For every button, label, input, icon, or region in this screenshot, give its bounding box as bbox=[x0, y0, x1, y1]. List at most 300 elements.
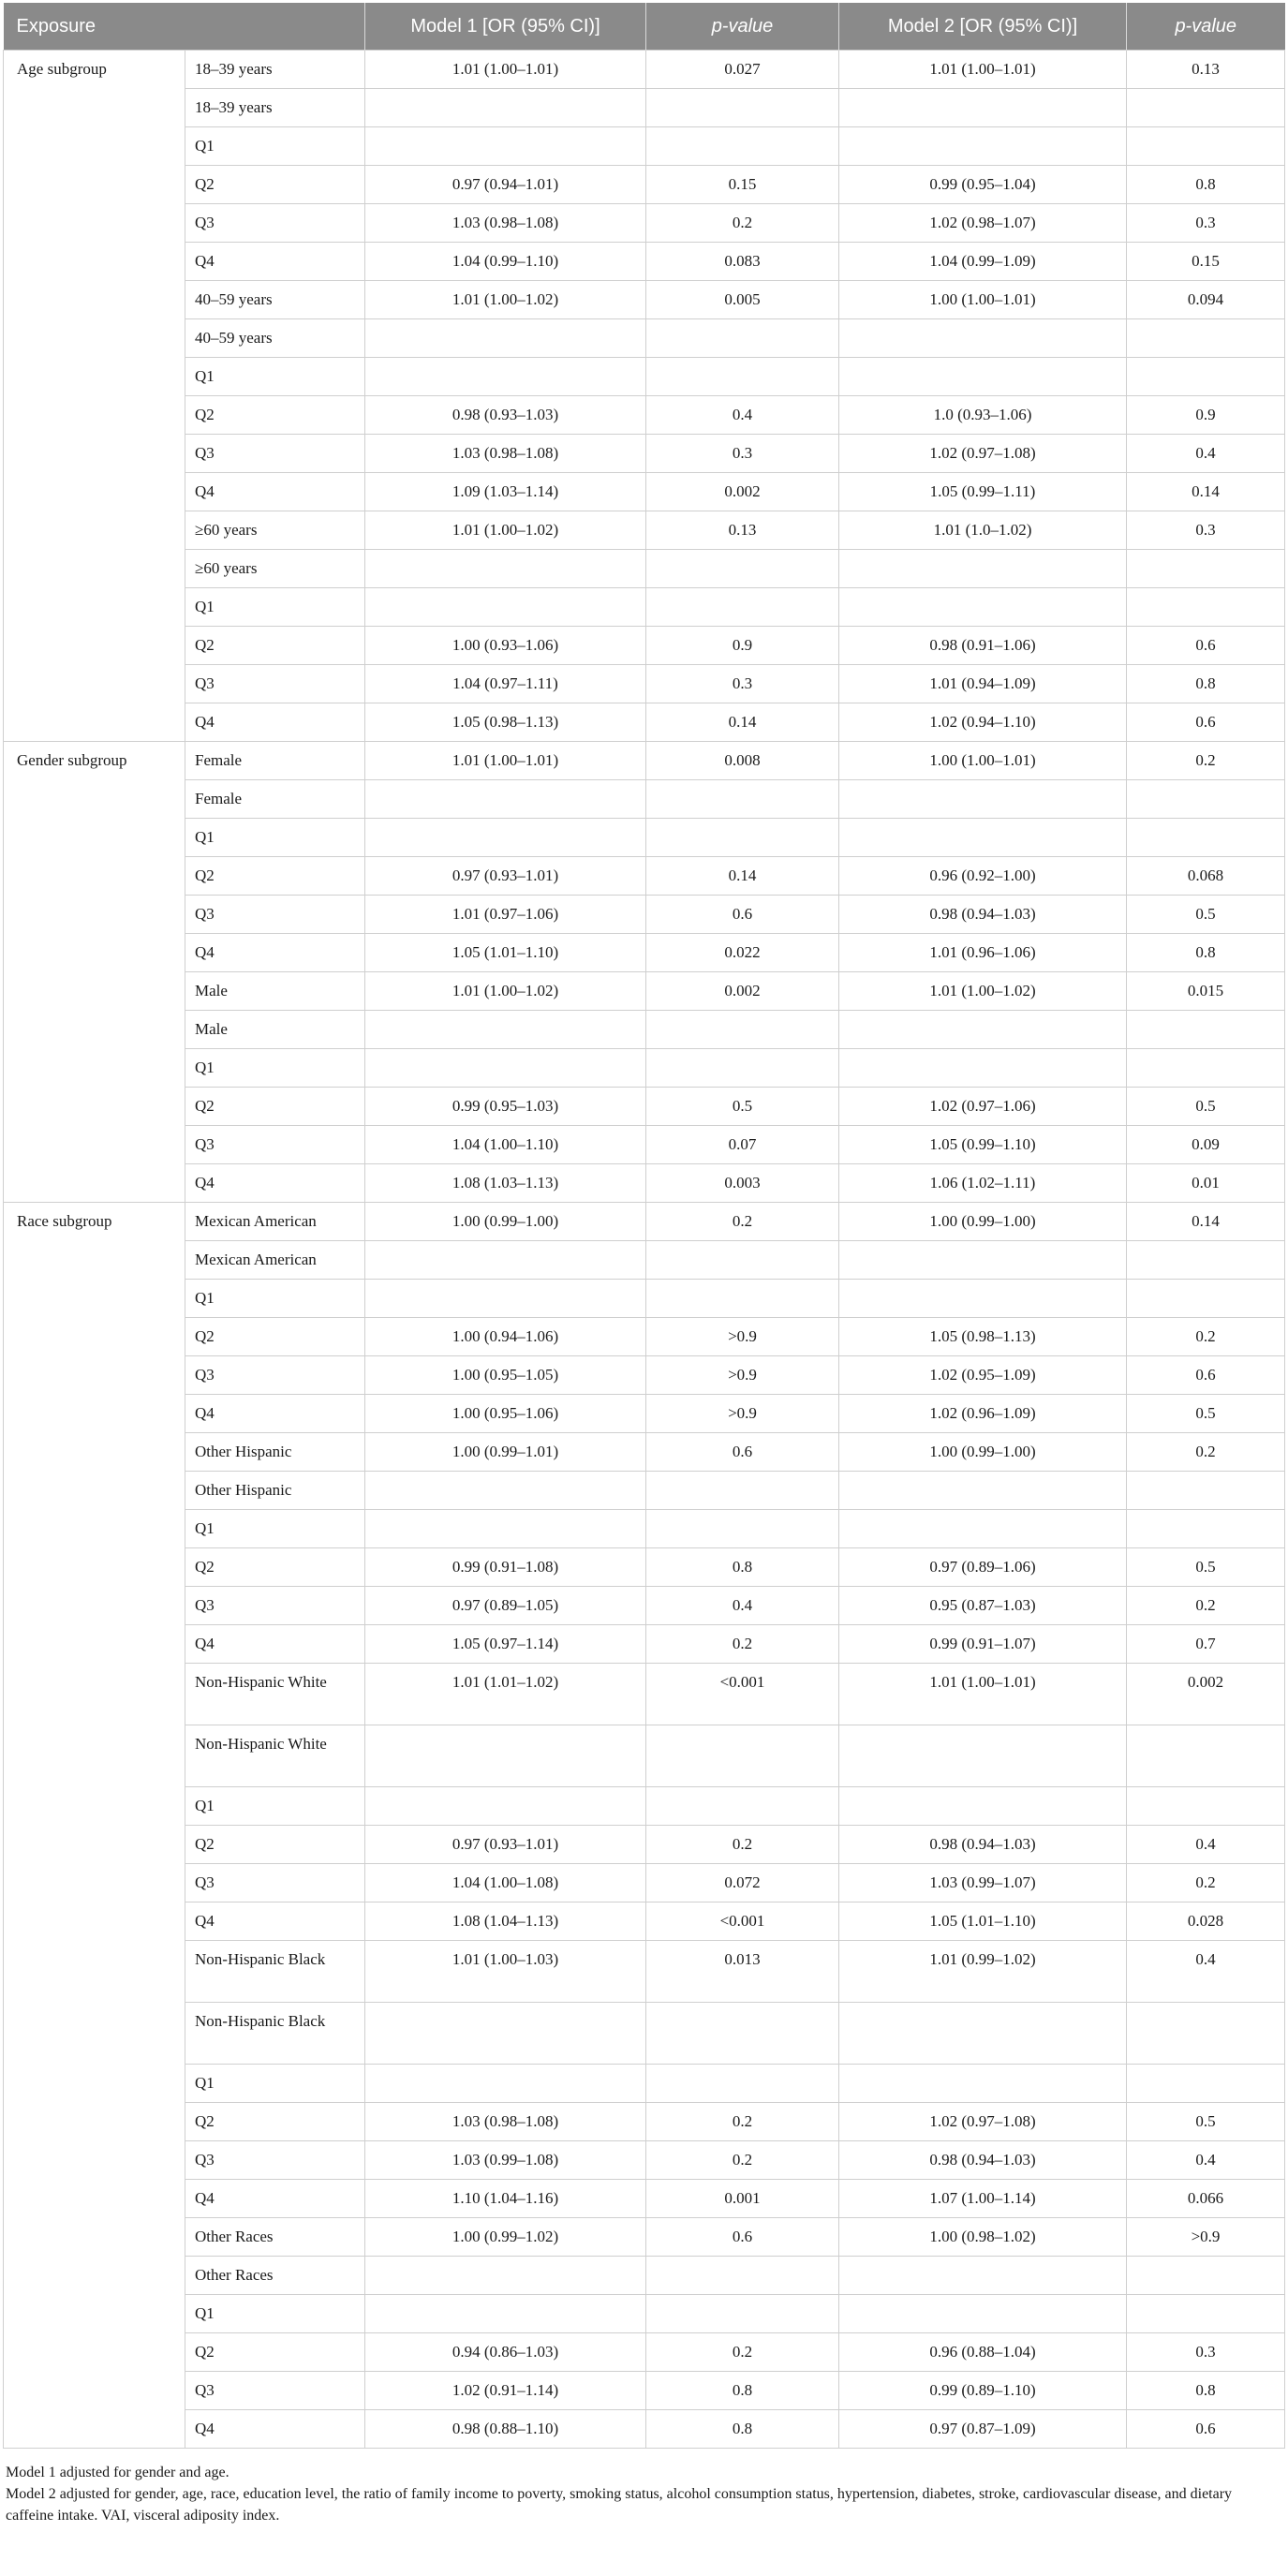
table-row bbox=[4, 1725, 1285, 1787]
footnote-model2: Model 2 adjusted for gender, age, race, education level, the ratio of family income to poverty, smoking status, alcohol consumption status, hypertension, diabetes, stroke, cardiovascular disease, and dietary caffeine intake. VAI, visceral adiposity index. bbox=[6, 2486, 1233, 2524]
model2-or-cell: 1.00 (1.00–1.01) bbox=[839, 281, 1127, 319]
model2-or-cell: 1.01 (0.99–1.02) bbox=[839, 1941, 1127, 2003]
model1-or-cell bbox=[365, 319, 646, 358]
model2-pvalue-cell: 0.6 bbox=[1127, 1356, 1285, 1395]
model1-or-cell bbox=[365, 358, 646, 396]
subgroup-results-table bbox=[3, 3, 1285, 2449]
model2-or-cell: 1.01 (0.96–1.06) bbox=[839, 934, 1127, 972]
header-pvalue-2-text: p-value bbox=[1175, 15, 1237, 37]
model1-pvalue-cell: 0.2 bbox=[646, 204, 839, 243]
model1-pvalue-cell bbox=[646, 550, 839, 588]
model2-or-cell: 0.96 (0.88–1.04) bbox=[839, 2333, 1127, 2372]
model1-or-cell bbox=[365, 1787, 646, 1826]
exposure-cell: Q4 bbox=[185, 1902, 365, 1941]
model2-or-cell: 1.02 (0.97–1.08) bbox=[839, 2103, 1127, 2141]
model2-pvalue-cell: 0.5 bbox=[1127, 896, 1285, 934]
model2-or-cell bbox=[839, 2257, 1127, 2295]
model2-or-cell: 1.01 (1.00–1.01) bbox=[839, 51, 1127, 89]
model2-or-cell: 0.99 (0.91–1.07) bbox=[839, 1625, 1127, 1664]
model1-pvalue-cell bbox=[646, 1472, 839, 1510]
model1-or-cell: 1.01 (1.00–1.02) bbox=[365, 972, 646, 1011]
exposure-cell: Q3 bbox=[185, 204, 365, 243]
model2-pvalue-cell bbox=[1127, 2257, 1285, 2295]
model2-or-cell: 1.00 (0.99–1.00) bbox=[839, 1433, 1127, 1472]
model2-or-cell bbox=[839, 2003, 1127, 2065]
model2-or-cell: 0.95 (0.87–1.03) bbox=[839, 1587, 1127, 1625]
exposure-cell: Female bbox=[185, 742, 365, 780]
model1-or-cell: 1.01 (0.97–1.06) bbox=[365, 896, 646, 934]
exposure-cell: Q4 bbox=[185, 934, 365, 972]
model1-or-cell: 1.03 (0.98–1.08) bbox=[365, 435, 646, 473]
model2-pvalue-cell bbox=[1127, 2295, 1285, 2333]
model1-pvalue-cell bbox=[646, 1241, 839, 1280]
model2-pvalue-cell: 0.09 bbox=[1127, 1126, 1285, 1164]
model2-pvalue-cell bbox=[1127, 1280, 1285, 1318]
model2-or-cell: 1.05 (1.01–1.10) bbox=[839, 1902, 1127, 1941]
table-row bbox=[4, 511, 1285, 550]
table-row bbox=[4, 1164, 1285, 1203]
model1-pvalue-cell: <0.001 bbox=[646, 1664, 839, 1725]
model2-or-cell: 0.98 (0.94–1.03) bbox=[839, 2141, 1127, 2180]
model1-or-cell bbox=[365, 1049, 646, 1088]
model2-or-cell bbox=[839, 1725, 1127, 1787]
model1-or-cell: 1.00 (0.94–1.06) bbox=[365, 1318, 646, 1356]
table-row bbox=[4, 1941, 1285, 2003]
model1-pvalue-cell: 0.6 bbox=[646, 1433, 839, 1472]
model2-or-cell: 1.05 (0.98–1.13) bbox=[839, 1318, 1127, 1356]
model2-pvalue-cell bbox=[1127, 588, 1285, 627]
exposure-cell: Q3 bbox=[185, 896, 365, 934]
model2-or-cell: 1.01 (1.0–1.02) bbox=[839, 511, 1127, 550]
model1-pvalue-cell bbox=[646, 1510, 839, 1548]
table-row bbox=[4, 1280, 1285, 1318]
table-header-row bbox=[4, 3, 1285, 51]
header-model2: Model 2 [OR (95% CI)] bbox=[839, 3, 1127, 51]
table-row bbox=[4, 1787, 1285, 1826]
model1-pvalue-cell: 0.002 bbox=[646, 972, 839, 1011]
model1-pvalue-cell bbox=[646, 89, 839, 127]
model1-or-cell: 1.01 (1.01–1.02) bbox=[365, 1664, 646, 1725]
exposure-cell: Q2 bbox=[185, 166, 365, 204]
model1-or-cell: 0.98 (0.93–1.03) bbox=[365, 396, 646, 435]
exposure-cell: Q3 bbox=[185, 1356, 365, 1395]
exposure-cell: Q2 bbox=[185, 627, 365, 665]
exposure-cell: Male bbox=[185, 972, 365, 1011]
model1-or-cell bbox=[365, 2295, 646, 2333]
model2-pvalue-cell: 0.4 bbox=[1127, 435, 1285, 473]
model1-pvalue-cell: 0.008 bbox=[646, 742, 839, 780]
model1-or-cell bbox=[365, 2003, 646, 2065]
model2-or-cell bbox=[839, 1510, 1127, 1548]
model2-pvalue-cell bbox=[1127, 2003, 1285, 2065]
header-exposure: Exposure bbox=[4, 3, 365, 51]
table-row bbox=[4, 2410, 1285, 2449]
model2-or-cell: 1.00 (0.99–1.00) bbox=[839, 1203, 1127, 1241]
exposure-cell: Q4 bbox=[185, 703, 365, 742]
model2-or-cell bbox=[839, 127, 1127, 166]
model2-or-cell: 0.98 (0.94–1.03) bbox=[839, 1826, 1127, 1864]
exposure-cell: Q4 bbox=[185, 2180, 365, 2218]
model1-or-cell bbox=[365, 1011, 646, 1049]
table-body bbox=[4, 51, 1285, 2449]
table-row bbox=[4, 2103, 1285, 2141]
model1-or-cell: 1.08 (1.03–1.13) bbox=[365, 1164, 646, 1203]
model1-or-cell: 1.01 (1.00–1.01) bbox=[365, 51, 646, 89]
model1-or-cell: 0.94 (0.86–1.03) bbox=[365, 2333, 646, 2372]
model2-or-cell: 0.99 (0.89–1.10) bbox=[839, 2372, 1127, 2410]
model1-or-cell: 1.05 (0.98–1.13) bbox=[365, 703, 646, 742]
exposure-cell: Q3 bbox=[185, 1587, 365, 1625]
header-model1: Model 1 [OR (95% CI)] bbox=[365, 3, 646, 51]
exposure-cell: ≥60 years bbox=[185, 550, 365, 588]
model2-pvalue-cell bbox=[1127, 1011, 1285, 1049]
model2-pvalue-cell: 0.2 bbox=[1127, 1587, 1285, 1625]
table-row bbox=[4, 358, 1285, 396]
table-row bbox=[4, 896, 1285, 934]
exposure-cell: Q2 bbox=[185, 857, 365, 896]
model2-pvalue-cell bbox=[1127, 819, 1285, 857]
model2-pvalue-cell: 0.14 bbox=[1127, 1203, 1285, 1241]
table-row bbox=[4, 319, 1285, 358]
table-row bbox=[4, 1902, 1285, 1941]
table-row bbox=[4, 2218, 1285, 2257]
model2-pvalue-cell: 0.8 bbox=[1127, 934, 1285, 972]
exposure-cell: Non-Hispanic White bbox=[185, 1725, 365, 1787]
table-row bbox=[4, 243, 1285, 281]
model1-or-cell: 1.00 (0.95–1.05) bbox=[365, 1356, 646, 1395]
model2-or-cell: 0.98 (0.94–1.03) bbox=[839, 896, 1127, 934]
model1-pvalue-cell bbox=[646, 1049, 839, 1088]
exposure-cell: Non-Hispanic White bbox=[185, 1664, 365, 1725]
model1-pvalue-cell bbox=[646, 319, 839, 358]
exposure-cell: Q1 bbox=[185, 1510, 365, 1548]
model1-or-cell: 1.00 (0.99–1.01) bbox=[365, 1433, 646, 1472]
model2-pvalue-cell: 0.6 bbox=[1127, 627, 1285, 665]
subgroup-label: Race subgroup bbox=[4, 1203, 185, 2449]
model1-pvalue-cell: 0.3 bbox=[646, 435, 839, 473]
model2-pvalue-cell: 0.002 bbox=[1127, 1664, 1285, 1725]
model2-pvalue-cell: 0.2 bbox=[1127, 1433, 1285, 1472]
model1-or-cell: 0.99 (0.91–1.08) bbox=[365, 1548, 646, 1587]
model1-pvalue-cell bbox=[646, 1725, 839, 1787]
exposure-cell: Q3 bbox=[185, 1126, 365, 1164]
model1-pvalue-cell: 0.083 bbox=[646, 243, 839, 281]
model1-pvalue-cell: 0.14 bbox=[646, 703, 839, 742]
model2-pvalue-cell: 0.2 bbox=[1127, 1864, 1285, 1902]
model1-pvalue-cell: 0.4 bbox=[646, 396, 839, 435]
model2-or-cell: 1.02 (0.97–1.08) bbox=[839, 435, 1127, 473]
model1-or-cell bbox=[365, 1241, 646, 1280]
model2-pvalue-cell: 0.7 bbox=[1127, 1625, 1285, 1664]
model2-pvalue-cell: 0.015 bbox=[1127, 972, 1285, 1011]
table-row bbox=[4, 1088, 1285, 1126]
model1-pvalue-cell bbox=[646, 819, 839, 857]
model2-pvalue-cell: 0.6 bbox=[1127, 703, 1285, 742]
exposure-cell: 18–39 years bbox=[185, 89, 365, 127]
model1-or-cell: 1.05 (1.01–1.10) bbox=[365, 934, 646, 972]
table-row bbox=[4, 1433, 1285, 1472]
table-row bbox=[4, 1472, 1285, 1510]
model2-or-cell bbox=[839, 1280, 1127, 1318]
table-row bbox=[4, 1510, 1285, 1548]
exposure-cell: 18–39 years bbox=[185, 51, 365, 89]
model1-pvalue-cell: 0.3 bbox=[646, 665, 839, 703]
model1-or-cell bbox=[365, 550, 646, 588]
model2-pvalue-cell: 0.4 bbox=[1127, 2141, 1285, 2180]
model1-pvalue-cell: 0.013 bbox=[646, 1941, 839, 2003]
model1-pvalue-cell bbox=[646, 588, 839, 627]
model1-or-cell bbox=[365, 2257, 646, 2295]
model1-or-cell: 1.00 (0.95–1.06) bbox=[365, 1395, 646, 1433]
exposure-cell: Q1 bbox=[185, 127, 365, 166]
exposure-cell: Q3 bbox=[185, 665, 365, 703]
exposure-cell: Q1 bbox=[185, 588, 365, 627]
model1-pvalue-cell: 0.9 bbox=[646, 627, 839, 665]
exposure-cell: Mexican American bbox=[185, 1203, 365, 1241]
header-pvalue-1-text: p-value bbox=[711, 15, 774, 37]
model1-or-cell: 1.01 (1.00–1.02) bbox=[365, 281, 646, 319]
model1-pvalue-cell: 0.8 bbox=[646, 2410, 839, 2449]
model2-pvalue-cell: 0.6 bbox=[1127, 2410, 1285, 2449]
model2-or-cell bbox=[839, 358, 1127, 396]
exposure-cell: Q2 bbox=[185, 1826, 365, 1864]
table-row bbox=[4, 703, 1285, 742]
model1-pvalue-cell: 0.2 bbox=[646, 1826, 839, 1864]
model2-or-cell: 1.02 (0.97–1.06) bbox=[839, 1088, 1127, 1126]
exposure-cell: Q3 bbox=[185, 2372, 365, 2410]
model1-pvalue-cell: 0.2 bbox=[646, 2333, 839, 2372]
table-row bbox=[4, 742, 1285, 780]
model1-or-cell: 1.04 (0.99–1.10) bbox=[365, 243, 646, 281]
model2-pvalue-cell: 0.2 bbox=[1127, 1318, 1285, 1356]
exposure-cell: Other Races bbox=[185, 2218, 365, 2257]
model2-pvalue-cell: 0.8 bbox=[1127, 2372, 1285, 2410]
model2-or-cell: 1.02 (0.98–1.07) bbox=[839, 204, 1127, 243]
table-row bbox=[4, 1826, 1285, 1864]
model2-or-cell bbox=[839, 1241, 1127, 1280]
model2-or-cell bbox=[839, 588, 1127, 627]
exposure-cell: Q1 bbox=[185, 2065, 365, 2103]
exposure-cell: Q4 bbox=[185, 473, 365, 511]
model2-pvalue-cell bbox=[1127, 1241, 1285, 1280]
model1-or-cell: 1.01 (1.00–1.03) bbox=[365, 1941, 646, 2003]
table-row bbox=[4, 1126, 1285, 1164]
exposure-cell: 40–59 years bbox=[185, 319, 365, 358]
model1-pvalue-cell: 0.15 bbox=[646, 166, 839, 204]
model1-pvalue-cell: 0.6 bbox=[646, 2218, 839, 2257]
model2-or-cell: 1.03 (0.99–1.07) bbox=[839, 1864, 1127, 1902]
model2-pvalue-cell: 0.4 bbox=[1127, 1826, 1285, 1864]
model1-pvalue-cell: >0.9 bbox=[646, 1318, 839, 1356]
model1-or-cell: 1.04 (1.00–1.08) bbox=[365, 1864, 646, 1902]
exposure-cell: Female bbox=[185, 780, 365, 819]
model2-pvalue-cell: 0.3 bbox=[1127, 511, 1285, 550]
table-row bbox=[4, 89, 1285, 127]
table-row bbox=[4, 2065, 1285, 2103]
table-row bbox=[4, 627, 1285, 665]
model1-pvalue-cell: 0.003 bbox=[646, 1164, 839, 1203]
model1-or-cell: 1.04 (0.97–1.11) bbox=[365, 665, 646, 703]
model2-or-cell bbox=[839, 1011, 1127, 1049]
model1-or-cell bbox=[365, 1472, 646, 1510]
table-footnotes bbox=[3, 2462, 1270, 2526]
exposure-cell: Q2 bbox=[185, 1548, 365, 1587]
model1-or-cell bbox=[365, 127, 646, 166]
model1-pvalue-cell: 0.005 bbox=[646, 281, 839, 319]
model2-or-cell bbox=[839, 1472, 1127, 1510]
model2-pvalue-cell: 0.094 bbox=[1127, 281, 1285, 319]
model2-pvalue-cell: 0.01 bbox=[1127, 1164, 1285, 1203]
table-row bbox=[4, 1203, 1285, 1241]
table-row bbox=[4, 1548, 1285, 1587]
exposure-cell: Other Hispanic bbox=[185, 1433, 365, 1472]
subgroup-label: Gender subgroup bbox=[4, 742, 185, 1203]
table-row bbox=[4, 127, 1285, 166]
model2-or-cell bbox=[839, 1049, 1127, 1088]
model2-pvalue-cell bbox=[1127, 1472, 1285, 1510]
model2-pvalue-cell bbox=[1127, 319, 1285, 358]
model2-or-cell: 1.02 (0.95–1.09) bbox=[839, 1356, 1127, 1395]
exposure-cell: Q2 bbox=[185, 2103, 365, 2141]
table-row bbox=[4, 2257, 1285, 2295]
exposure-cell: Q1 bbox=[185, 1049, 365, 1088]
model1-pvalue-cell: 0.5 bbox=[646, 1088, 839, 1126]
model1-or-cell: 1.03 (0.98–1.08) bbox=[365, 2103, 646, 2141]
model2-or-cell: 1.02 (0.96–1.09) bbox=[839, 1395, 1127, 1433]
table-row bbox=[4, 1664, 1285, 1725]
model2-or-cell: 1.01 (1.00–1.01) bbox=[839, 1664, 1127, 1725]
model1-or-cell: 0.98 (0.88–1.10) bbox=[365, 2410, 646, 2449]
model2-pvalue-cell bbox=[1127, 2065, 1285, 2103]
model2-or-cell: 1.07 (1.00–1.14) bbox=[839, 2180, 1127, 2218]
exposure-cell: Q2 bbox=[185, 396, 365, 435]
model1-or-cell: 0.97 (0.93–1.01) bbox=[365, 1826, 646, 1864]
model1-or-cell: 1.00 (0.99–1.02) bbox=[365, 2218, 646, 2257]
model2-pvalue-cell bbox=[1127, 127, 1285, 166]
exposure-cell: Q4 bbox=[185, 1164, 365, 1203]
table-row bbox=[4, 665, 1285, 703]
model2-pvalue-cell: 0.068 bbox=[1127, 857, 1285, 896]
model1-pvalue-cell: 0.002 bbox=[646, 473, 839, 511]
model1-pvalue-cell: 0.2 bbox=[646, 1625, 839, 1664]
table-row bbox=[4, 2372, 1285, 2410]
table-row bbox=[4, 1395, 1285, 1433]
table-row bbox=[4, 2003, 1285, 2065]
exposure-cell: Q2 bbox=[185, 2333, 365, 2372]
model1-pvalue-cell: 0.8 bbox=[646, 2372, 839, 2410]
table-row bbox=[4, 857, 1285, 896]
model2-pvalue-cell: 0.4 bbox=[1127, 1941, 1285, 2003]
exposure-cell: Non-Hispanic Black bbox=[185, 1941, 365, 2003]
model1-pvalue-cell bbox=[646, 2257, 839, 2295]
model2-or-cell: 1.04 (0.99–1.09) bbox=[839, 243, 1127, 281]
model2-pvalue-cell: >0.9 bbox=[1127, 2218, 1285, 2257]
table-row bbox=[4, 1864, 1285, 1902]
model1-or-cell: 1.04 (1.00–1.10) bbox=[365, 1126, 646, 1164]
model1-pvalue-cell: 0.13 bbox=[646, 511, 839, 550]
model2-or-cell bbox=[839, 1787, 1127, 1826]
model2-or-cell: 1.02 (0.94–1.10) bbox=[839, 703, 1127, 742]
table-row bbox=[4, 166, 1285, 204]
exposure-cell: 40–59 years bbox=[185, 281, 365, 319]
exposure-cell: Other Hispanic bbox=[185, 1472, 365, 1510]
model2-or-cell bbox=[839, 89, 1127, 127]
model1-or-cell: 1.10 (1.04–1.16) bbox=[365, 2180, 646, 2218]
model2-pvalue-cell: 0.3 bbox=[1127, 204, 1285, 243]
exposure-cell: Q4 bbox=[185, 243, 365, 281]
model1-or-cell: 0.97 (0.93–1.01) bbox=[365, 857, 646, 896]
model2-or-cell: 1.00 (0.98–1.02) bbox=[839, 2218, 1127, 2257]
model2-pvalue-cell: 0.3 bbox=[1127, 2333, 1285, 2372]
model2-pvalue-cell: 0.028 bbox=[1127, 1902, 1285, 1941]
model1-or-cell: 0.97 (0.89–1.05) bbox=[365, 1587, 646, 1625]
exposure-cell: Q1 bbox=[185, 1787, 365, 1826]
model1-or-cell bbox=[365, 819, 646, 857]
model2-pvalue-cell: 0.15 bbox=[1127, 243, 1285, 281]
model1-or-cell: 1.05 (0.97–1.14) bbox=[365, 1625, 646, 1664]
exposure-cell: Q3 bbox=[185, 1864, 365, 1902]
model2-or-cell: 1.0 (0.93–1.06) bbox=[839, 396, 1127, 435]
exposure-cell: Q1 bbox=[185, 358, 365, 396]
model2-or-cell: 0.96 (0.92–1.00) bbox=[839, 857, 1127, 896]
model2-pvalue-cell bbox=[1127, 780, 1285, 819]
model1-or-cell: 1.02 (0.91–1.14) bbox=[365, 2372, 646, 2410]
table-row bbox=[4, 550, 1285, 588]
model2-pvalue-cell bbox=[1127, 550, 1285, 588]
model1-pvalue-cell bbox=[646, 1280, 839, 1318]
table-row bbox=[4, 934, 1285, 972]
exposure-cell: Q4 bbox=[185, 2410, 365, 2449]
table-row bbox=[4, 281, 1285, 319]
table-row bbox=[4, 1049, 1285, 1088]
results-document bbox=[3, 3, 1284, 2526]
exposure-cell: Q1 bbox=[185, 1280, 365, 1318]
model2-pvalue-cell: 0.5 bbox=[1127, 1548, 1285, 1587]
model1-pvalue-cell: 0.14 bbox=[646, 857, 839, 896]
model1-pvalue-cell: 0.2 bbox=[646, 2141, 839, 2180]
exposure-cell: Mexican American bbox=[185, 1241, 365, 1280]
model2-pvalue-cell: 0.14 bbox=[1127, 473, 1285, 511]
model1-pvalue-cell: 0.8 bbox=[646, 1548, 839, 1587]
model2-or-cell: 0.99 (0.95–1.04) bbox=[839, 166, 1127, 204]
table-row bbox=[4, 780, 1285, 819]
header-pvalue-1 bbox=[646, 3, 839, 51]
model1-or-cell: 1.01 (1.00–1.01) bbox=[365, 742, 646, 780]
table-row bbox=[4, 1625, 1285, 1664]
table-row bbox=[4, 2333, 1285, 2372]
subgroup-label: Age subgroup bbox=[4, 51, 185, 742]
model2-pvalue-cell: 0.8 bbox=[1127, 166, 1285, 204]
table-row bbox=[4, 819, 1285, 857]
table-row bbox=[4, 2295, 1285, 2333]
exposure-cell: Q4 bbox=[185, 1395, 365, 1433]
model1-pvalue-cell: 0.072 bbox=[646, 1864, 839, 1902]
model2-pvalue-cell bbox=[1127, 1787, 1285, 1826]
exposure-cell: Male bbox=[185, 1011, 365, 1049]
model1-pvalue-cell bbox=[646, 780, 839, 819]
model1-or-cell: 0.97 (0.94–1.01) bbox=[365, 166, 646, 204]
model2-or-cell: 1.06 (1.02–1.11) bbox=[839, 1164, 1127, 1203]
model2-or-cell: 1.00 (1.00–1.01) bbox=[839, 742, 1127, 780]
model2-pvalue-cell bbox=[1127, 358, 1285, 396]
exposure-cell: Q3 bbox=[185, 435, 365, 473]
model1-or-cell bbox=[365, 1280, 646, 1318]
model2-pvalue-cell: 0.13 bbox=[1127, 51, 1285, 89]
model2-pvalue-cell: 0.9 bbox=[1127, 396, 1285, 435]
model1-pvalue-cell: 0.027 bbox=[646, 51, 839, 89]
model2-or-cell bbox=[839, 2065, 1127, 2103]
model1-or-cell: 1.01 (1.00–1.02) bbox=[365, 511, 646, 550]
